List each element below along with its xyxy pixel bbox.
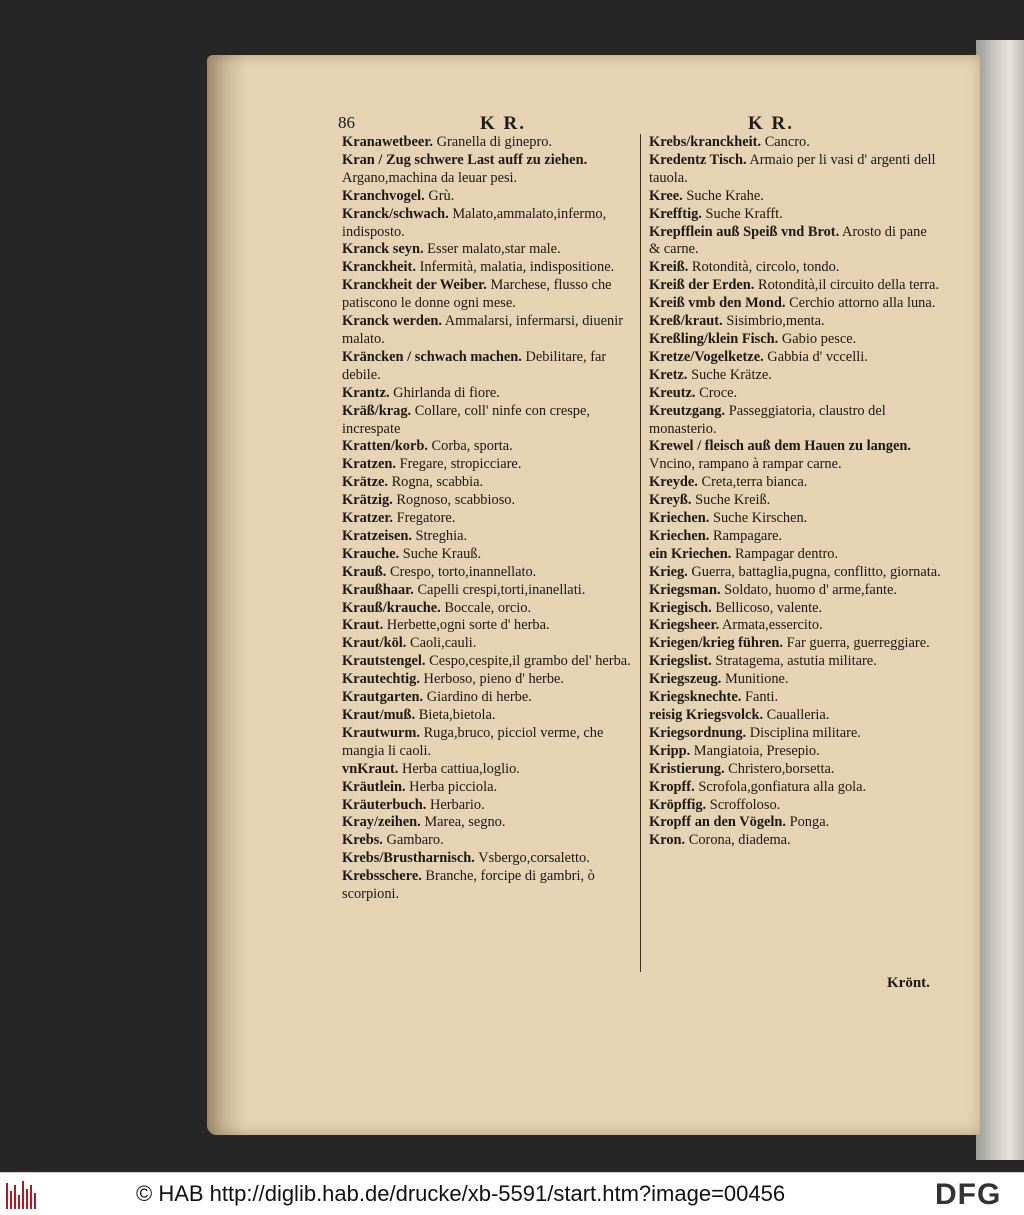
dictionary-entry	[342, 868, 634, 904]
dictionary-entry	[342, 635, 634, 653]
copyright-url[interactable]: © HAB http://diglib.hab.de/drucke/xb-5591/start.htm?image=00456	[136, 1181, 786, 1206]
entry-headword: Kranawetbeer.	[342, 134, 433, 150]
entry-headword: Kriegsknechte.	[649, 689, 742, 706]
entry-translation: Soldato, huomo d' arme,fante.	[724, 581, 897, 598]
entry-translation: Armata,essercito.	[722, 617, 823, 634]
dictionary-entry	[342, 528, 634, 546]
entry-headword: Krebsschere.	[342, 868, 422, 885]
dictionary-entry	[342, 707, 634, 725]
dictionary-entry	[649, 492, 941, 510]
dictionary-entry	[649, 743, 941, 761]
entry-headword: Kranck werden.	[342, 313, 442, 330]
dictionary-entry	[342, 385, 634, 403]
dictionary-entry	[342, 797, 634, 815]
entry-headword: Krieg.	[649, 563, 688, 580]
entry-headword: Kran / Zug schwere Last auff zu ziehen.	[342, 151, 588, 168]
dictionary-entry	[649, 438, 941, 474]
entry-translation: Suche Krahe.	[686, 187, 764, 204]
dictionary-entry	[649, 707, 941, 725]
entry-translation: Christero,borsetta.	[728, 760, 835, 777]
entry-translation: Gambaro.	[386, 832, 444, 849]
dictionary-entry	[342, 241, 634, 259]
dictionary-entry	[342, 582, 634, 600]
entry-headword: Krautwurm.	[342, 724, 420, 741]
page-gutter-shadow	[207, 55, 247, 1135]
entry-headword: Kreutz.	[649, 384, 696, 401]
entry-translation: Argano,machina da leuar pesi.	[342, 169, 518, 186]
entry-headword: Kreiß der Erden.	[649, 277, 755, 294]
entry-headword: Kriegsheer.	[649, 617, 720, 634]
dictionary-entry	[649, 546, 941, 564]
dictionary-entry	[649, 761, 941, 779]
entry-translation: Infermità, malatia, indispositione.	[419, 259, 615, 276]
entry-headword: Kriegen/krieg führen.	[649, 635, 784, 652]
entry-translation: Giardino di herbe.	[426, 689, 532, 706]
entry-translation: Armaio per li vasi d' argenti dell tauola.	[649, 151, 936, 186]
entry-translation: Caoli,cauli.	[409, 635, 477, 652]
dictionary-entry	[649, 367, 941, 385]
entry-headword: Kreyde.	[649, 474, 698, 491]
dictionary-entry	[342, 725, 634, 761]
entry-translation: Debilitare, far debile.	[342, 348, 607, 383]
dictionary-entry	[342, 259, 634, 277]
entry-translation: Herba cattiua,loglio.	[401, 760, 520, 777]
entry-headword: Kropff an den Vögeln.	[649, 814, 786, 831]
entry-translation: Corba, sporta.	[431, 438, 513, 455]
entry-translation: Arosto di pane & carne.	[649, 223, 927, 258]
viewer-footer	[0, 1172, 1024, 1215]
dictionary-entry	[342, 492, 634, 510]
entry-headword: vnKraut.	[342, 760, 399, 777]
entry-translation: Gabbia d' vccelli.	[767, 348, 868, 365]
running-head-left: K R.	[480, 113, 526, 134]
entry-headword: Kraut.	[342, 617, 384, 634]
entry-translation: Fregare, stropicciare.	[399, 456, 522, 473]
entry-translation: Granella di ginepro.	[436, 134, 553, 150]
entry-headword: Kristierung.	[649, 760, 725, 777]
entry-translation: Rotondità,il circuito della terra.	[758, 277, 940, 294]
facing-page-edge	[976, 40, 1024, 1160]
entry-headword: Kranck/schwach.	[342, 205, 449, 222]
entry-headword: Krätzig.	[342, 492, 393, 509]
dictionary-entry	[342, 188, 634, 206]
dictionary-entry	[342, 779, 634, 797]
entry-headword: reisig Kriegsvolck.	[649, 707, 764, 723]
entry-headword: Krauß.	[342, 563, 387, 580]
dictionary-entry	[342, 564, 634, 582]
entry-translation: Creta,terra bianca.	[701, 474, 808, 491]
left-column	[342, 134, 634, 904]
entry-translation: Stratagema, astutia militare.	[715, 653, 877, 670]
dictionary-entry	[649, 206, 941, 224]
entry-translation: Scroffoloso.	[709, 796, 781, 813]
dfg-logo: DFG	[935, 1178, 1002, 1211]
entry-translation: Streghia.	[415, 527, 468, 544]
entry-translation: Marchese, flusso che patiscono le donne ogni mese.	[342, 277, 612, 312]
entry-headword: Krepfflein auß Speiß vnd Brot.	[649, 223, 840, 240]
entry-headword: Kray/zeihen.	[342, 814, 421, 831]
dictionary-entry	[649, 510, 941, 528]
entry-translation: Herboso, pieno d' herbe.	[423, 671, 565, 688]
entry-headword: ein Kriechen.	[649, 545, 732, 562]
entry-headword: Krebs/kranckheit.	[649, 134, 762, 150]
entry-translation: Suche Kreiß.	[695, 492, 771, 509]
entry-headword: Kranchvogel.	[342, 187, 425, 204]
entry-translation: Branche, forcipe di gambri, ò scorpioni.	[342, 868, 595, 903]
dictionary-entry	[649, 259, 941, 277]
dictionary-entry	[649, 600, 941, 618]
entry-translation: Rogna, scabbia.	[391, 474, 484, 491]
entry-translation: Marea, segno.	[424, 814, 506, 831]
entry-headword: Krauche.	[342, 545, 400, 562]
entry-headword: Kraußhaar.	[342, 581, 414, 598]
entry-translation: Corona, diadema.	[688, 832, 791, 849]
dictionary-entry	[649, 188, 941, 206]
dictionary-entry	[342, 546, 634, 564]
dictionary-entry	[342, 438, 634, 456]
entry-translation: Rampagar dentro.	[734, 545, 839, 562]
dictionary-entry	[342, 617, 634, 635]
dictionary-entry	[342, 349, 634, 385]
entry-headword: Kreiß vmb den Mond.	[649, 295, 786, 312]
dictionary-entry	[649, 832, 941, 850]
dictionary-entry	[649, 653, 941, 671]
dictionary-entry	[649, 403, 941, 439]
entry-headword: Kron.	[649, 832, 686, 849]
dictionary-entry	[342, 671, 634, 689]
entry-translation: Fregatore.	[396, 510, 456, 527]
entry-headword: Kriechen.	[649, 527, 710, 544]
dictionary-entry	[342, 152, 634, 188]
dictionary-entry	[649, 331, 941, 349]
dictionary-entry	[342, 653, 634, 671]
entry-headword: Kriegsman.	[649, 581, 721, 598]
entry-translation: Suche Krauß.	[402, 545, 482, 562]
entry-translation: Ghirlanda di fiore.	[393, 384, 500, 401]
entry-translation: Croce.	[699, 384, 738, 401]
dictionary-entry	[342, 850, 634, 868]
entry-translation: Scrofola,gonfiatura alla gola.	[698, 778, 867, 795]
entry-headword: Krefftig.	[649, 205, 702, 222]
page-number: 86	[338, 113, 355, 132]
dictionary-entry	[649, 689, 941, 707]
dictionary-entry	[649, 617, 941, 635]
dictionary-entry	[342, 277, 634, 313]
entry-translation: Boccale, orcio.	[444, 599, 532, 616]
dictionary-entry	[649, 134, 941, 152]
entry-headword: Kräutlein.	[342, 778, 406, 795]
dictionary-entry	[649, 725, 941, 743]
dictionary-entry	[649, 564, 941, 582]
entry-headword: Kriegslist.	[649, 653, 712, 670]
dictionary-entry	[342, 761, 634, 779]
dictionary-entry	[342, 600, 634, 618]
entry-headword: Kröpffig.	[649, 796, 707, 813]
entry-translation: Gabio pesce.	[781, 330, 857, 347]
entry-translation: Rotondità, circolo, tondo.	[691, 259, 840, 276]
entry-translation: Cespo,cespite,il grambo del' herba.	[429, 653, 631, 670]
dictionary-entry	[342, 474, 634, 492]
entry-translation: Ruga,bruco, picciol verme, che mangia li caoli.	[342, 724, 604, 759]
entry-headword: Krautechtig.	[342, 671, 420, 688]
dictionary-entry	[649, 671, 941, 689]
entry-headword: Krätze.	[342, 474, 388, 491]
entry-headword: Kreßling/klein Fisch.	[649, 330, 779, 347]
running-head-right: K R.	[748, 113, 794, 134]
entry-headword: Kredentz Tisch.	[649, 151, 747, 168]
dictionary-entry	[342, 403, 634, 439]
entry-headword: Kretz.	[649, 366, 688, 383]
entry-translation: Rognoso, scabbioso.	[396, 492, 516, 509]
dictionary-entry	[649, 385, 941, 403]
entry-translation: Fanti.	[744, 689, 779, 706]
entry-translation: Suche Krätze.	[691, 366, 772, 383]
dictionary-entry	[649, 313, 941, 331]
entry-headword: Krebs/Brustharnisch.	[342, 850, 475, 867]
entry-headword: Krauß/krauche.	[342, 599, 441, 616]
entry-translation: Crespo, torto,inannellato.	[390, 563, 537, 580]
dictionary-entry	[342, 206, 634, 242]
dictionary-entry	[342, 134, 634, 152]
entry-headword: Kratten/korb.	[342, 438, 428, 455]
dictionary-entry	[649, 152, 941, 188]
entry-headword: Kree.	[649, 187, 683, 204]
dictionary-entry	[649, 349, 941, 367]
entry-headword: Kraut/köl.	[342, 635, 407, 652]
entry-headword: Krebs.	[342, 832, 383, 849]
dictionary-entry	[649, 474, 941, 492]
dictionary-entry	[649, 277, 941, 295]
entry-translation: Bieta,bietola.	[418, 707, 496, 723]
entry-headword: Kranck seyn.	[342, 241, 424, 258]
entry-translation: Bellicoso, valente.	[715, 599, 823, 616]
entry-translation: Herba picciola.	[409, 778, 498, 795]
dictionary-entry	[649, 779, 941, 797]
entry-translation: Collare, coll' ninfe con crespe, increspate	[342, 402, 590, 437]
entry-headword: Kreiß.	[649, 259, 689, 276]
entry-translation: Passeggiatoria, claustro del monasterio.	[649, 402, 886, 437]
entry-translation: Capelli crespi,torti,inanellati.	[417, 581, 586, 598]
entry-headword: Kretze/Vogelketze.	[649, 348, 764, 365]
right-column	[649, 134, 941, 850]
dictionary-entry	[649, 635, 941, 653]
entry-translation: Grù.	[428, 187, 455, 204]
column-divider	[640, 134, 641, 972]
entry-translation: Disciplina militare.	[749, 724, 861, 741]
entry-headword: Krautstengel.	[342, 653, 426, 670]
entry-translation: Ponga.	[789, 814, 830, 831]
entry-translation: Suche Krafft.	[705, 205, 783, 222]
entry-headword: Kräß/krag.	[342, 402, 412, 419]
entry-headword: Kriegsordnung.	[649, 724, 747, 741]
entry-translation: Ammalarsi, infermarsi, diuenir malato.	[342, 313, 623, 347]
entry-translation: Herbario.	[429, 796, 485, 813]
entry-translation: Sisimbrio,menta.	[726, 313, 825, 330]
entry-translation: Herbette,ogni sorte d' herba.	[386, 617, 550, 634]
entry-translation: Esser malato,star male.	[427, 241, 561, 258]
entry-headword: Kratzen.	[342, 456, 396, 473]
dictionary-entry	[649, 295, 941, 313]
entry-headword: Kreyß.	[649, 492, 692, 509]
entry-headword: Kriegisch.	[649, 599, 712, 616]
dictionary-entry	[342, 456, 634, 474]
dictionary-entry	[342, 814, 634, 832]
entry-headword: Kreutzgang.	[649, 402, 726, 419]
entry-headword: Kratzer.	[342, 510, 394, 527]
dictionary-entry	[649, 814, 941, 832]
entry-translation: Vncino, rampano à rampar carne.	[649, 456, 842, 473]
dictionary-entry	[342, 832, 634, 850]
entry-headword: Krautgarten.	[342, 689, 424, 706]
entry-translation: Guerra, battaglia,pugna, conflitto, giornata.	[691, 563, 941, 580]
entry-headword: Kriechen.	[649, 510, 710, 527]
entry-translation: Munitione.	[724, 671, 789, 688]
entry-translation: Mangiatoia, Presepio.	[693, 742, 820, 759]
entry-headword: Kranckheit der Weiber.	[342, 277, 487, 294]
dictionary-entry	[342, 313, 634, 349]
entry-headword: Kranckheit.	[342, 259, 416, 276]
entry-headword: Kratzeisen.	[342, 527, 412, 544]
catchword: Krönt.	[887, 975, 930, 991]
entry-translation: Cerchio attorno alla luna.	[789, 295, 936, 312]
entry-translation: Suche Kirschen.	[712, 510, 808, 527]
entry-headword: Kropff.	[649, 778, 695, 795]
entry-translation: Cancro.	[764, 134, 810, 150]
entry-translation: Malato,ammalato,infermo, indisposto.	[342, 205, 607, 240]
entry-translation: Far guerra, guerreggiare.	[786, 635, 930, 652]
entry-headword: Kräncken / schwach machen.	[342, 348, 522, 365]
entry-headword: Kriegszeug.	[649, 671, 722, 688]
dictionary-entry	[649, 224, 941, 260]
entry-headword: Krewel / fleisch auß dem Hauen zu langen.	[649, 438, 911, 455]
dictionary-entry	[649, 797, 941, 815]
entry-headword: Krantz.	[342, 384, 390, 401]
entry-headword: Kreß/kraut.	[649, 313, 723, 330]
hab-barcode-logo-icon	[6, 1179, 38, 1209]
entry-headword: Kripp.	[649, 742, 691, 759]
dictionary-entry	[342, 510, 634, 528]
entry-headword: Kräuterbuch.	[342, 796, 427, 813]
dictionary-entry	[649, 582, 941, 600]
entry-translation: Vsbergo,corsaletto.	[478, 850, 590, 867]
entry-translation: Rampagare.	[712, 527, 783, 544]
entry-translation: Caualleria.	[766, 707, 830, 723]
entry-headword: Kraut/muß.	[342, 707, 416, 723]
dictionary-entry	[342, 689, 634, 707]
dictionary-entry	[649, 528, 941, 546]
